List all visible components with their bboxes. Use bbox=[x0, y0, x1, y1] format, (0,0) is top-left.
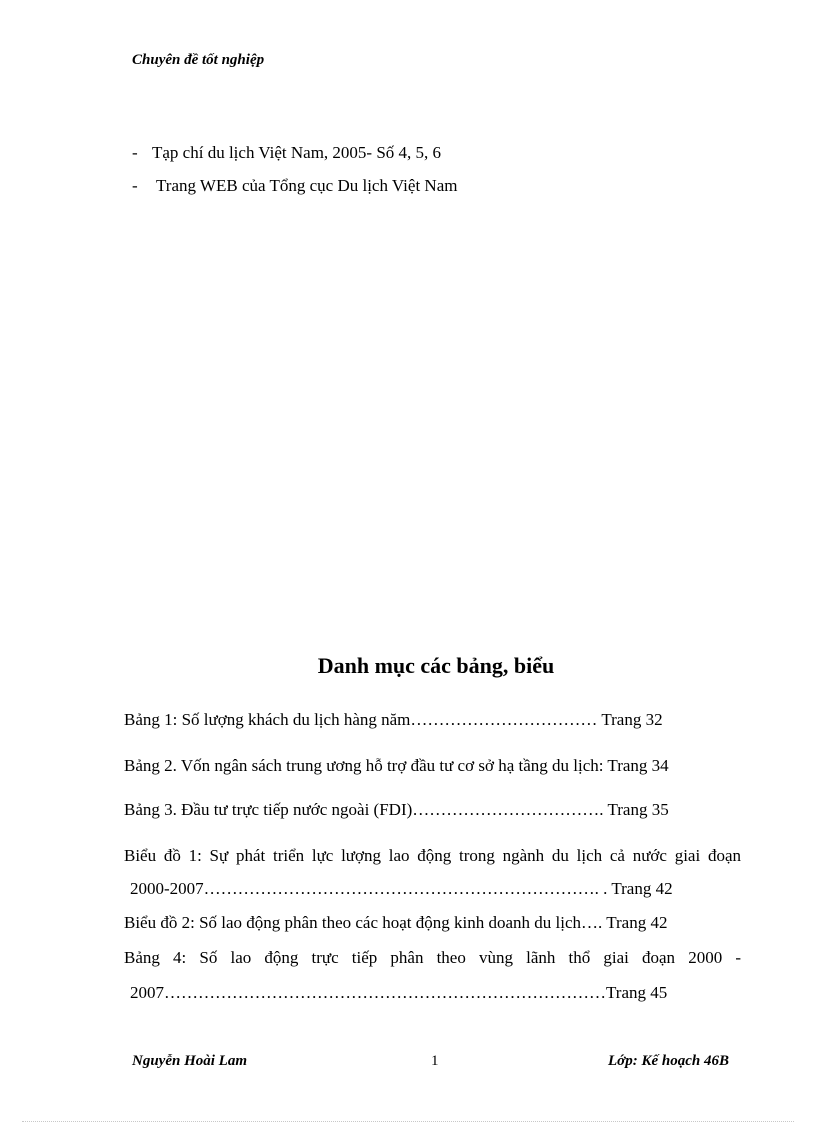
reference-text: Tạp chí du lịch Việt Nam, 2005- Số 4, 5, 6 bbox=[152, 143, 442, 162]
toc-item-line1: Biểu đồ 1: Sự phát triển lực lượng lao động trong ngành du lịch cả nước giai đoạn bbox=[124, 846, 741, 865]
page-header: Chuyên đề tốt nghiệp bbox=[132, 52, 265, 68]
bullet-dash: - bbox=[132, 143, 138, 162]
reference-item bbox=[132, 142, 457, 175]
toc-item: Biểu đồ 2: Số lao động phân theo các hoạt động kinh doanh du lịch…. Trang 42 bbox=[124, 913, 668, 932]
reference-text: Trang WEB của Tổng cục Du lịch Việt Nam bbox=[156, 176, 458, 195]
toc-item-line2: 2000-2007……………………………………………………………. . Trang 42 bbox=[130, 879, 673, 898]
reference-item bbox=[132, 175, 457, 208]
page-bottom-divider bbox=[22, 1121, 794, 1122]
footer-class: Lớp: Kế hoạch 46B bbox=[608, 1053, 729, 1069]
bullet-dash: - bbox=[132, 176, 138, 195]
reference-list bbox=[132, 142, 457, 208]
toc-item: Bảng 2. Vốn ngân sách trung ương hỗ trợ đầu tư cơ sở hạ tầng du lịch: Trang 34 bbox=[124, 756, 669, 775]
toc-item: Bảng 3. Đầu tư trực tiếp nước ngoài (FDI)……………………………. Trang 35 bbox=[124, 800, 669, 819]
footer-page-number: 1 bbox=[431, 1053, 439, 1069]
toc-item-line2: 2007……………………………………………………………………Trang 45 bbox=[130, 983, 668, 1002]
toc-item-line1: Bảng 4: Số lao động trực tiếp phân theo vùng lãnh thổ giai đoạn 2000 - bbox=[124, 948, 741, 967]
toc-title: Danh mục các bảng, biểu bbox=[317, 653, 555, 678]
toc-item: Bảng 1: Số lượng khách du lịch hàng năm…………………………… Trang 32 bbox=[124, 710, 663, 729]
footer-author: Nguyễn Hoài Lam bbox=[132, 1053, 247, 1069]
